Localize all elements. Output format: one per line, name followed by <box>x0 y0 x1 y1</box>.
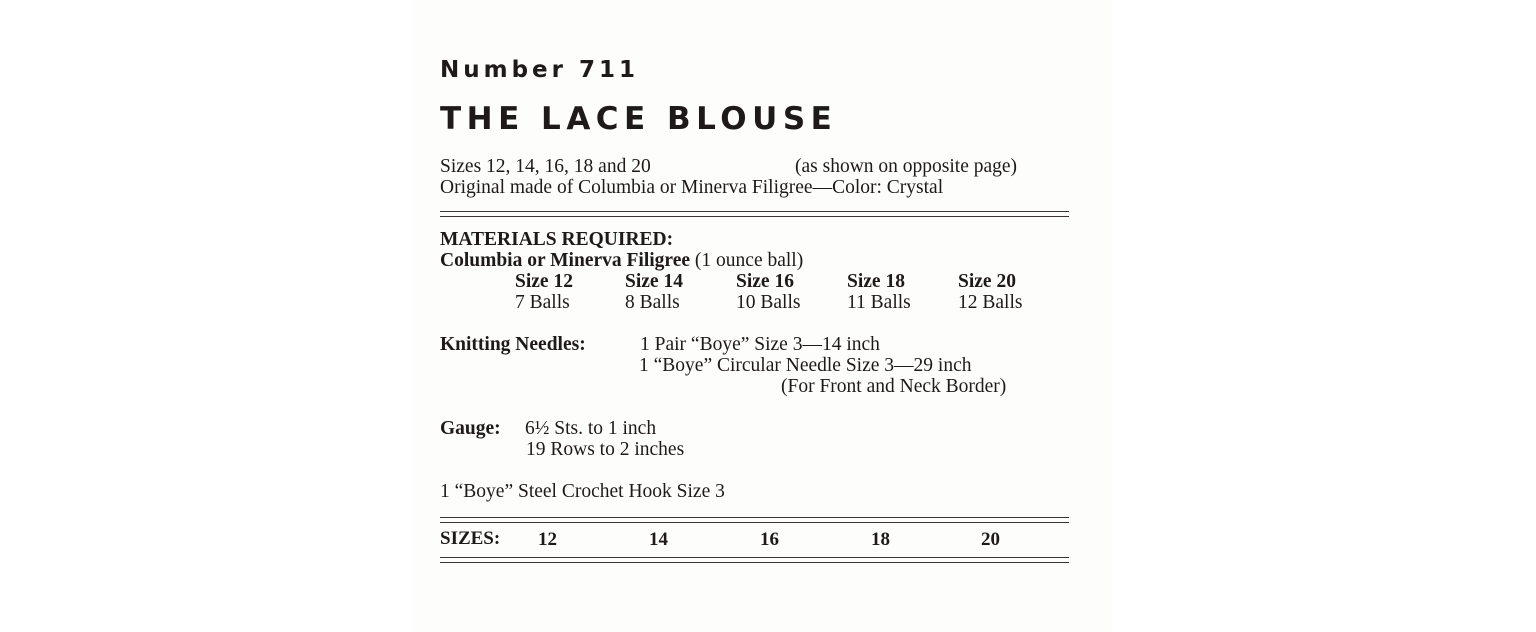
size-header: Size 20 <box>958 271 1016 292</box>
sizes-table-cell: 12 <box>538 529 557 550</box>
ball-count: 10 Balls <box>736 292 801 313</box>
needles-label: Knitting Needles: <box>440 334 586 355</box>
divider-rule <box>440 216 1069 217</box>
ball-count: 7 Balls <box>515 292 570 313</box>
size-header: Size 16 <box>736 271 794 292</box>
ball-count: 12 Balls <box>958 292 1023 313</box>
original-line: Original made of Columbia or Minerva Filigree—Color: Crystal <box>440 177 944 198</box>
yarn-name: Columbia or Minerva Filigree <box>440 250 691 271</box>
sizes-table-cell: 16 <box>760 529 779 550</box>
sizes-table-label: SIZES: <box>440 528 501 549</box>
sizes-table-cell: 14 <box>649 529 668 550</box>
needles-line-3: (For Front and Neck Border) <box>781 376 1007 397</box>
divider-rule <box>440 557 1069 558</box>
divider-rule <box>440 517 1069 518</box>
divider-rule <box>440 522 1069 523</box>
sizes-table-cell: 20 <box>981 529 1000 550</box>
pattern-number: Number 711 <box>440 57 640 83</box>
hook-line: 1 “Boye” Steel Crochet Hook Size 3 <box>440 481 725 502</box>
ball-count: 8 Balls <box>625 292 680 313</box>
needles-line-1: 1 Pair “Boye” Size 3—14 inch <box>640 334 880 355</box>
ball-count: 11 Balls <box>847 292 911 313</box>
size-header: Size 18 <box>847 271 905 292</box>
needles-line-2: 1 “Boye” Circular Needle Size 3—29 inch <box>639 355 972 376</box>
sizes-table-cell: 18 <box>871 529 890 550</box>
gauge-line-1: 6½ Sts. to 1 inch <box>525 418 657 439</box>
shown-note: (as shown on opposite page) <box>795 156 1018 177</box>
sizes-line: Sizes 12, 14, 16, 18 and 20 <box>440 156 651 177</box>
divider-rule <box>440 562 1069 563</box>
gauge-label: Gauge: <box>440 418 501 439</box>
divider-rule <box>440 211 1069 212</box>
gauge-line-2: 19 Rows to 2 inches <box>526 439 685 460</box>
pattern-title: THE LACE BLOUSE <box>440 101 838 137</box>
yarn-line <box>440 250 803 271</box>
size-header: Size 14 <box>625 271 683 292</box>
size-header: Size 12 <box>515 271 573 292</box>
yarn-unit: (1 ounce ball) <box>694 250 804 271</box>
materials-heading: MATERIALS REQUIRED: <box>440 229 674 250</box>
